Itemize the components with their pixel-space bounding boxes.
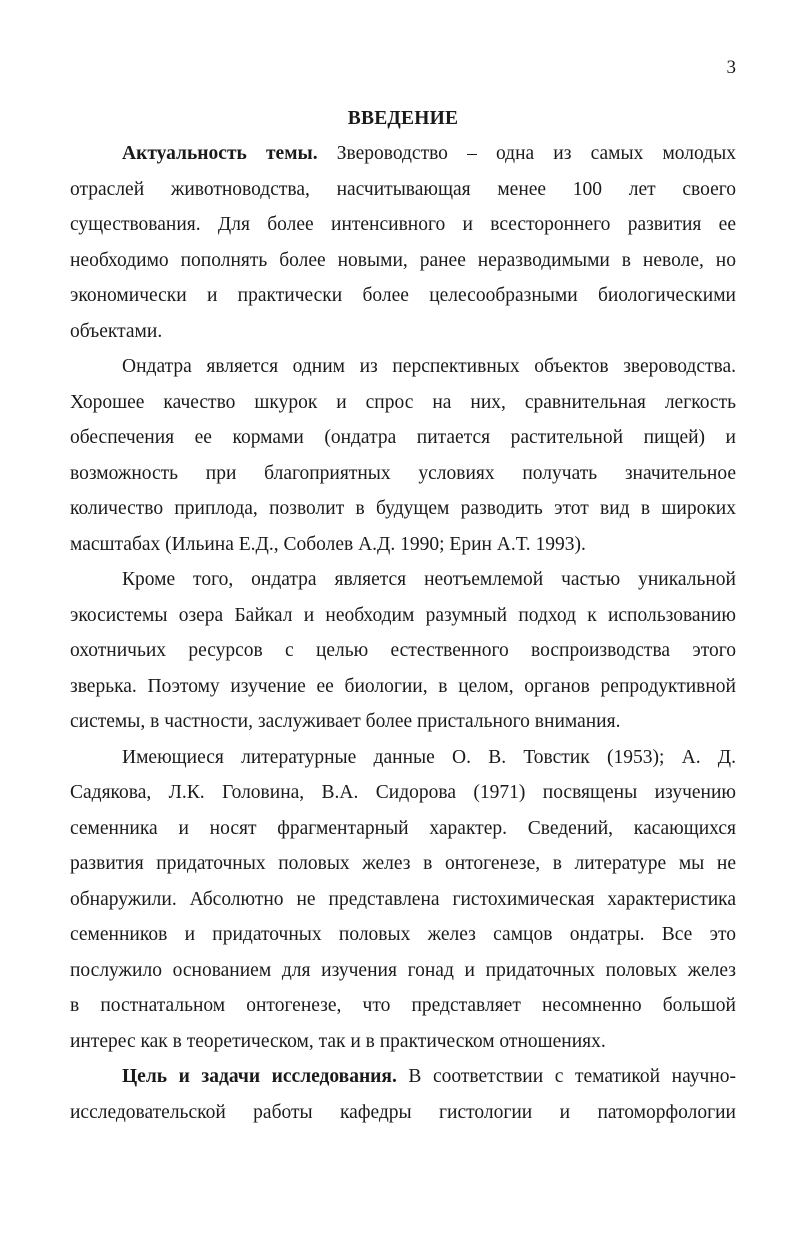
paragraph-line: семенника и носят фрагментарный характер. Сведений, касающихся (70, 817, 736, 839)
paragraph-line: Имеющиеся литературные данные О. В. Товстик (1953); А. Д. (122, 746, 736, 768)
paragraph-line: зверька. Поэтому изучение ее биологии, в целом, органов репродуктивной (70, 675, 736, 697)
paragraph-line: необходимо пополнять более новыми, ранее неразводимыми в неволе, но (70, 249, 736, 271)
paragraph-line: Садякова, Л.К. Головина, В.А. Сидорова (1971) посвящены изучению (70, 782, 736, 803)
paragraph-line: семенников и придаточных половых желез самцов ондатры. Все это (70, 924, 736, 945)
page-content (70, 104, 736, 1130)
paragraph-line: исследовательской работы кафедры гистологии и патоморфологии (70, 1101, 736, 1123)
paragraph-line: обеспечения ее кормами (ондатра питается растительной пищей) и (70, 427, 736, 448)
paragraph-literature-review (70, 740, 736, 1060)
paragraph-line: Актуальность темы. Звероводство – одна из самых молодых (122, 143, 736, 164)
paragraph-line: системы, в частности, заслуживает более пристального внимания. (70, 711, 621, 732)
paragraph-lead: Актуальность темы. (122, 143, 318, 164)
page-number: 3 (726, 57, 736, 78)
paragraph-lead: Цель и задачи исследования. (122, 1066, 397, 1087)
section-heading: ВВЕДЕНИЕ (347, 108, 459, 129)
paragraph-line: экосистемы озера Байкал и необходим разумный подход к использованию (70, 604, 736, 626)
paragraph-line: обнаружили. Абсолютно не представлена гистохимическая характеристика (70, 888, 736, 910)
paragraph-line: отраслей животноводства, насчитывающая менее 100 лет своего (70, 178, 736, 200)
paragraph-line: объектами. (70, 320, 163, 342)
paragraph-muskrat-prospects (70, 349, 736, 562)
paragraph-line: развития придаточных половых желез в онтогенезе, в литературе мы не (70, 853, 736, 874)
paragraph-line: возможность при благоприятных условиях получать значительное (70, 462, 736, 484)
paragraph-line: существования. Для более интенсивного и всестороннего развития ее (70, 214, 736, 235)
paragraph-line: интерес как в теоретическом, так и в практическом отношениях. (70, 1030, 606, 1052)
paragraph-line: экономически и практически более целесообразными биологическими (70, 285, 736, 306)
paragraph-line: масштабах (Ильина Е.Д., Соболев А.Д. 1990; Ерин А.Т. 1993). (70, 533, 586, 555)
paragraph-line: Хорошее качество шкурок и спрос на них, сравнительная легкость (70, 391, 736, 413)
paragraph-line: в постнатальном онтогенезе, что представляет несомненно большой (70, 995, 736, 1016)
paragraph-goals-tasks (70, 1059, 736, 1130)
paragraph-line: количество приплода, позволит в будущем разводить этот вид в широких (70, 498, 736, 519)
paragraph-line: Кроме того, ондатра является неотъемлемой частью уникальной (122, 569, 736, 590)
paragraph-line: охотничьих ресурсов с целью естественного воспроизводства этого (70, 640, 736, 661)
paragraph-baikal-ecosystem (70, 562, 736, 740)
paragraph-relevance (70, 136, 736, 349)
paragraph-line: послужило основанием для изучения гонад и придаточных половых желез (70, 959, 736, 981)
paragraph-line: Ондатра является одним из перспективных объектов звероводства. (122, 356, 736, 377)
paragraph-line: Цель и задачи исследования. В соответствии с тематикой научно- (122, 1066, 736, 1087)
